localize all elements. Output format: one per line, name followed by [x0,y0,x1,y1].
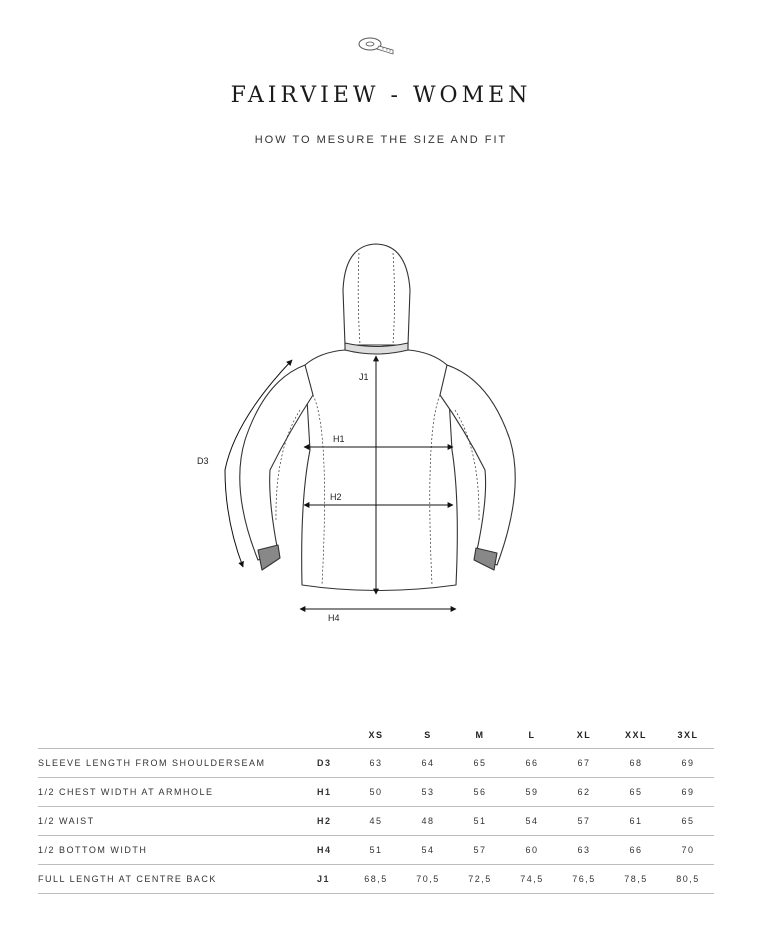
measurement-code: H4 [317,845,332,855]
table-row [38,836,714,865]
size-header: XXL [624,730,647,740]
size-value: 63 [369,758,383,768]
size-value: 65 [629,787,643,797]
jacket-measurement-diagram [180,235,540,635]
size-value: 74,5 [520,874,544,884]
h1-label: H1 [333,434,345,444]
table-row [38,749,714,778]
size-header: S [424,730,432,740]
size-value: 51 [473,816,487,826]
measurement-label: 1/2 WAIST [38,816,95,826]
size-header: M [475,730,485,740]
size-value: 61 [629,816,643,826]
j1-label: J1 [359,372,369,382]
measuring-tape-icon [357,34,395,56]
size-value: 57 [577,816,591,826]
size-value: 67 [577,758,591,768]
size-value: 54 [421,845,435,855]
size-value: 60 [525,845,539,855]
page-title: FAIRVIEW - WOMEN [230,83,532,108]
size-value: 76,5 [572,874,596,884]
page-subtitle: HOW TO MESURE THE SIZE AND FIT [254,134,508,146]
table-row [38,778,714,807]
size-header: 3XL [677,730,699,740]
size-value: 69 [681,758,695,768]
size-header: XL [576,730,592,740]
h4-label: H4 [328,613,340,623]
size-header: L [528,730,536,740]
size-value: 54 [525,816,539,826]
size-value: 45 [369,816,383,826]
size-value: 80,5 [676,874,700,884]
size-value: 78,5 [624,874,648,884]
measurement-label: SLEEVE LENGTH FROM SHOULDERSEAM [38,758,266,768]
size-value: 59 [525,787,539,797]
measurement-code: D3 [317,758,332,768]
size-value: 66 [629,845,643,855]
size-value: 70,5 [416,874,440,884]
size-value: 68 [629,758,643,768]
size-value: 48 [421,816,435,826]
size-value: 65 [681,816,695,826]
measurement-code: J1 [317,874,331,884]
size-value: 72,5 [468,874,492,884]
size-value: 56 [473,787,487,797]
measurement-label: 1/2 CHEST WIDTH AT ARMHOLE [38,787,214,797]
size-value: 62 [577,787,591,797]
measurement-label: FULL LENGTH AT CENTRE BACK [38,874,217,884]
measurement-label: 1/2 BOTTOM WIDTH [38,845,148,855]
size-value: 57 [473,845,487,855]
size-header: XS [368,730,384,740]
size-table [38,722,714,894]
d3-label: D3 [197,456,209,466]
size-value: 66 [525,758,539,768]
size-value: 63 [577,845,591,855]
size-header-row [38,722,714,749]
size-value: 70 [681,845,695,855]
size-value: 53 [421,787,435,797]
size-value: 64 [421,758,435,768]
size-value: 69 [681,787,695,797]
table-row [38,865,714,894]
measurement-code: H2 [317,816,332,826]
h2-label: H2 [330,492,342,502]
table-row [38,807,714,836]
jacket-outline [240,244,515,591]
size-value: 51 [369,845,383,855]
size-value: 68,5 [364,874,388,884]
measurement-code: H1 [317,787,332,797]
size-value: 65 [473,758,487,768]
size-value: 50 [369,787,383,797]
